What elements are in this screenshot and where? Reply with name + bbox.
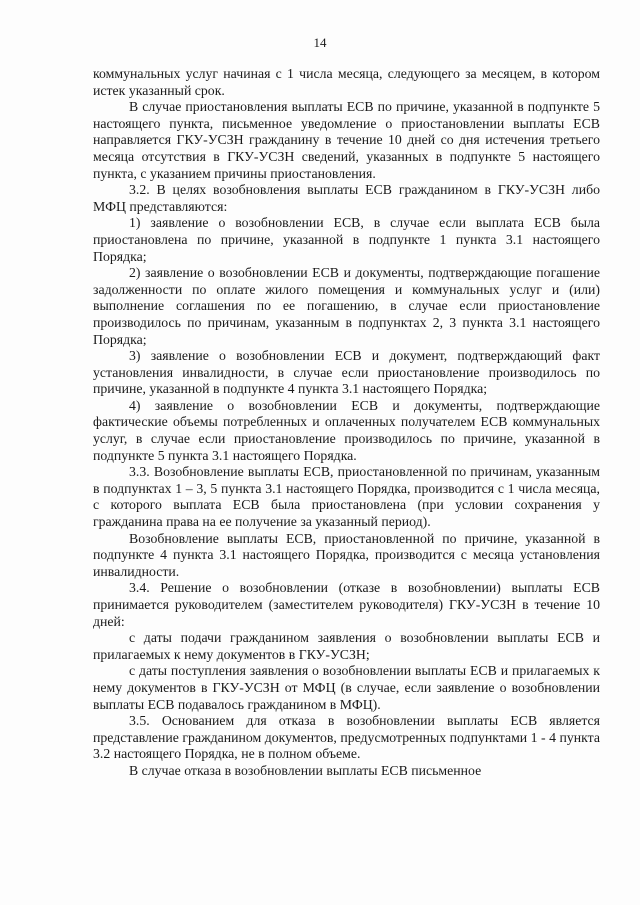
document-body (93, 66, 600, 780)
paragraph-continuation: коммунальных услуг начиная с 1 числа месяца, следующего за месяцем, в котором истек указанный срок. (93, 66, 600, 98)
paragraph-3-5: 3.5. Основанием для отказа в возобновлении выплаты ЕСВ является представление гражданином документов, предусмотренных подпунктами 1 - 4 пункта 3.2 настоящего Порядка, не в полном объеме. (93, 713, 600, 762)
paragraph-3-3: 3.3. Возобновление выплаты ЕСВ, приостановленной по причинам, указанным в подпунктах 1 – 3, 5 пункта 3.1 настоящего Порядка, производится с 1 числа месяца, с которого выплата ЕСВ была приостановлена (при условии сохранения у гражданина права на ее получение за указанный период). (93, 464, 600, 530)
list-item-3-2-1: 1) заявление о возобновлении ЕСВ, в случае если выплата ЕСВ была приостановлена по причине, указанной в подпункте 1 пункта 3.1 настоящего Порядка; (93, 215, 600, 264)
list-item-3-2-3: 3) заявление о возобновлении ЕСВ и документ, подтверждающий факт установления инвалидности, в случае если приостановление производилось по причине, указанной в подпункте 4 пункта 3.1 настоящего Порядка; (93, 348, 600, 397)
paragraph-3-2: 3.2. В целях возобновления выплаты ЕСВ гражданином в ГКУ-УСЗН либо МФЦ представляются: (93, 182, 600, 214)
list-item-3-2-2: 2) заявление о возобновлении ЕСВ и документы, подтверждающие погашение задолженности по оплате жилого помещения и коммунальных услуг и (или) выполнение соглашения по ее погашению, в случае если приостановление производилось по причинам, указанным в подпунктах 2, 3 пункта 3.1 настоящего Порядка; (93, 265, 600, 347)
list-item-3-4-1: с даты подачи гражданином заявления о возобновлении выплаты ЕСВ и прилагаемых к нему документов в ГКУ-УСЗН; (93, 630, 600, 662)
page-number: 14 (313, 35, 327, 50)
paragraph-3-3-disability: Возобновление выплаты ЕСВ, приостановленной по причине, указанной в подпункте 4 пункта 3.1 настоящего Порядка, производится с месяца установления инвалидности. (93, 530, 600, 579)
list-item-3-2-4: 4) заявление о возобновлении ЕСВ и документы, подтверждающие фактические объемы потребленных и оплаченных получателем ЕСВ коммунальных услуг, в случае если приостановление производилось по причине, указанной в подпункте 5 пункта 3.1 настоящего Порядка. (93, 397, 600, 463)
paragraph-3-4: 3.4. Решение о возобновлении (отказе в возобновлении) выплаты ЕСВ принимается руководителем (заместителем руководителя) ГКУ-УСЗН в течение 10 дней: (93, 580, 600, 629)
list-item-3-4-2: с даты поступления заявления о возобновлении выплаты ЕСВ и прилагаемых к нему документов в ГКУ-УСЗН от МФЦ (в случае, если заявление о возобновлении выплаты ЕСВ подавалось гражданином в МФЦ). (93, 663, 600, 712)
paragraph-suspension-notice: В случае приостановления выплаты ЕСВ по причине, указанной в подпункте 5 настоящего пункта, письменное уведомление о приостановлении выплаты ЕСВ направляется ГКУ-УСЗН гражданину в течение 10 дней со дня истечения третьего месяца отсутствия в ГКУ-УСЗН сведений, указанных в подпункте 5 настоящего пункта, с указанием причины приостановления. (93, 99, 600, 181)
paragraph-refusal: В случае отказа в возобновлении выплаты ЕСВ письменное (129, 762, 482, 778)
